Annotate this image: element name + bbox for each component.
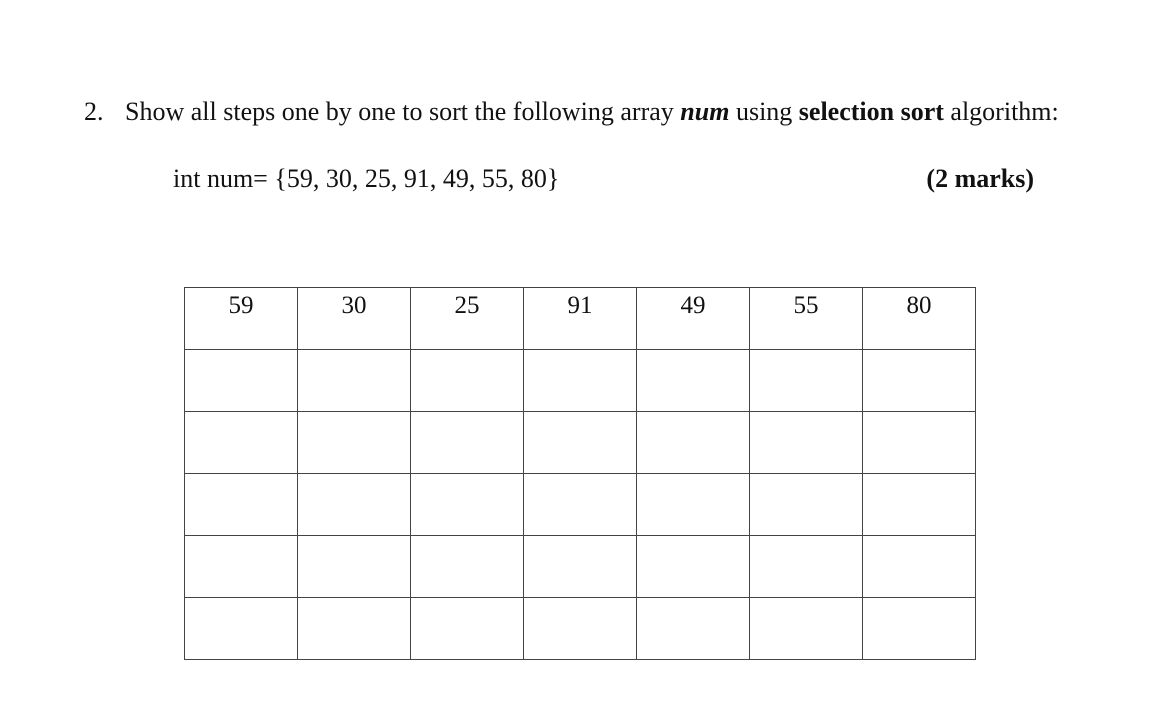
table-cell[interactable] — [863, 412, 976, 474]
table-cell — [750, 288, 863, 350]
table-cell[interactable] — [863, 598, 976, 660]
table-cell — [185, 288, 298, 350]
cell-value — [524, 412, 636, 416]
step-row — [185, 598, 976, 660]
table-cell[interactable] — [411, 412, 524, 474]
cell-value — [411, 412, 523, 416]
table-cell — [863, 288, 976, 350]
table-cell[interactable] — [298, 412, 411, 474]
algorithm-name: selection sort — [798, 97, 944, 126]
cell-value — [637, 412, 749, 416]
array-variable-name: num — [680, 97, 730, 126]
cell-value — [411, 598, 523, 602]
cell-value — [750, 536, 862, 540]
table-cell[interactable] — [637, 536, 750, 598]
initial-array-row — [185, 288, 976, 350]
step-row — [185, 536, 976, 598]
table-cell[interactable] — [750, 474, 863, 536]
table-cell[interactable] — [411, 474, 524, 536]
cell-value — [185, 350, 297, 354]
cell-value: 30 — [341, 292, 367, 319]
table-cell[interactable] — [411, 350, 524, 412]
table-cell — [524, 288, 637, 350]
table-cell[interactable] — [524, 350, 637, 412]
cell-value — [750, 598, 862, 602]
cell-value — [863, 536, 975, 540]
cell-value: 59 — [228, 292, 254, 319]
table-cell[interactable] — [524, 598, 637, 660]
cell-value — [185, 598, 297, 602]
table-cell[interactable] — [185, 412, 298, 474]
table-cell[interactable] — [185, 598, 298, 660]
sort-steps-table — [184, 287, 976, 660]
cell-value — [637, 536, 749, 540]
cell-value — [863, 598, 975, 602]
cell-value — [411, 474, 523, 478]
cell-value — [298, 536, 410, 540]
cell-value — [185, 536, 297, 540]
table-cell[interactable] — [524, 474, 637, 536]
cell-value: 55 — [793, 292, 819, 319]
question-text — [84, 96, 1059, 128]
table-cell[interactable] — [750, 350, 863, 412]
cell-value — [298, 412, 410, 416]
table-cell[interactable] — [863, 350, 976, 412]
table-cell[interactable] — [298, 536, 411, 598]
question-text-mid: using — [729, 97, 799, 126]
table-cell — [298, 288, 411, 350]
question-text-post: algorithm: — [943, 97, 1059, 126]
table-cell[interactable] — [185, 536, 298, 598]
table-cell[interactable] — [863, 474, 976, 536]
table-cell — [637, 288, 750, 350]
table-cell[interactable] — [298, 474, 411, 536]
cell-value: 25 — [454, 292, 480, 319]
question-text-pre: Show all steps one by one to sort the following array — [125, 97, 681, 126]
cell-value — [637, 350, 749, 354]
table-cell[interactable] — [411, 536, 524, 598]
question-number: 2. — [84, 97, 104, 126]
cell-value: 91 — [567, 292, 593, 319]
cell-value — [411, 350, 523, 354]
table-cell[interactable] — [750, 598, 863, 660]
table-cell[interactable] — [185, 474, 298, 536]
cell-value — [298, 598, 410, 602]
table-cell[interactable] — [524, 536, 637, 598]
cell-value — [524, 350, 636, 354]
cell-value — [298, 350, 410, 354]
cell-value — [750, 474, 862, 478]
table-cell[interactable] — [411, 598, 524, 660]
array-declaration: int num= {59, 30, 25, 91, 49, 55, 80} — [173, 164, 560, 193]
cell-value — [411, 536, 523, 540]
cell-value — [750, 412, 862, 416]
cell-value — [524, 536, 636, 540]
cell-value — [750, 350, 862, 354]
table-cell[interactable] — [637, 598, 750, 660]
table-cell[interactable] — [298, 350, 411, 412]
cell-value — [863, 474, 975, 478]
table-cell[interactable] — [524, 412, 637, 474]
table-cell[interactable] — [637, 350, 750, 412]
step-row — [185, 412, 976, 474]
table-cell[interactable] — [637, 412, 750, 474]
table-cell[interactable] — [863, 536, 976, 598]
cell-value — [185, 412, 297, 416]
cell-value — [863, 350, 975, 354]
table-cell[interactable] — [185, 350, 298, 412]
table-cell[interactable] — [750, 412, 863, 474]
step-row — [185, 350, 976, 412]
step-row — [185, 474, 976, 536]
cell-value — [863, 412, 975, 416]
cell-value — [524, 474, 636, 478]
cell-value — [185, 474, 297, 478]
cell-value — [524, 598, 636, 602]
cell-value: 49 — [680, 292, 706, 319]
table-cell[interactable] — [637, 474, 750, 536]
cell-value: 80 — [906, 292, 932, 319]
marks-label: (2 marks) — [926, 164, 1034, 193]
table-cell[interactable] — [298, 598, 411, 660]
cell-value — [637, 474, 749, 478]
cell-value — [298, 474, 410, 478]
cell-value — [637, 598, 749, 602]
table-cell — [411, 288, 524, 350]
table-cell[interactable] — [750, 536, 863, 598]
